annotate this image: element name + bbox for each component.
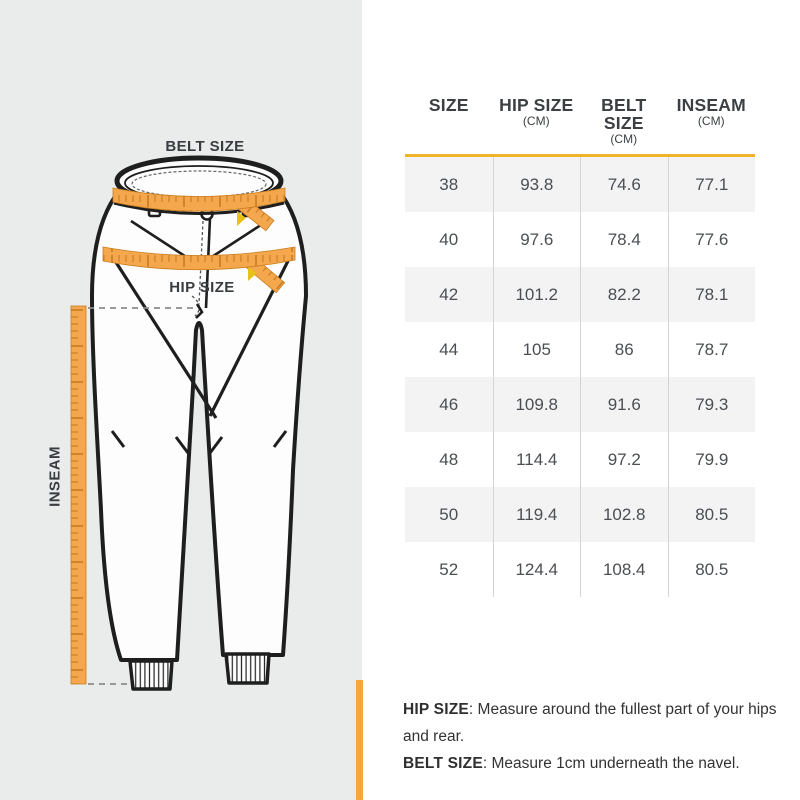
table-cell: 97.2 <box>580 432 668 487</box>
column-header-belt-size: BELT SIZE (CM) <box>601 95 647 146</box>
hip-size-label: HIP SIZE <box>169 279 235 296</box>
table-cell: 91.6 <box>580 377 668 432</box>
table-row <box>405 487 755 542</box>
table-cell: 93.8 <box>493 157 581 212</box>
table-cell: 48 <box>439 449 459 469</box>
note-term: HIP SIZE <box>403 701 469 718</box>
column-header-hip-size: HIP SIZE (CM) <box>499 95 574 128</box>
left-cuff <box>130 661 172 689</box>
table-cell: 44 <box>439 339 459 359</box>
table-cell: 38 <box>439 174 459 194</box>
size-table-header <box>405 96 755 146</box>
table-cell: 108.4 <box>580 542 668 597</box>
table-cell: 119.4 <box>493 487 581 542</box>
inseam-label: INSEAM <box>46 446 64 507</box>
size-table-body <box>405 157 755 597</box>
accent-bar <box>356 680 363 800</box>
table-cell: 102.8 <box>580 487 668 542</box>
table-row <box>405 212 755 267</box>
table-row <box>405 157 755 212</box>
note-line <box>403 750 788 777</box>
note-text: : Measure 1cm underneath the navel. <box>482 755 740 772</box>
table-cell: 82.2 <box>580 267 668 322</box>
table-cell: 40 <box>439 229 459 249</box>
table-cell: 114.4 <box>493 432 581 487</box>
table-cell: 109.8 <box>493 377 581 432</box>
table-cell: 52 <box>439 559 459 579</box>
table-cell: 80.5 <box>668 542 756 597</box>
pants-illustration <box>0 0 362 800</box>
measurement-notes <box>403 696 788 777</box>
table-row <box>405 267 755 322</box>
table-cell: 79.9 <box>668 432 756 487</box>
table-cell: 79.3 <box>668 377 756 432</box>
table-cell: 101.2 <box>493 267 581 322</box>
belt-size-label: BELT SIZE <box>165 138 245 155</box>
table-cell: 50 <box>439 504 459 524</box>
table-cell: 80.5 <box>668 487 756 542</box>
size-table <box>405 96 755 597</box>
inseam-measuring-tape <box>71 306 86 684</box>
table-cell: 78.4 <box>580 212 668 267</box>
size-diagram-panel <box>0 0 362 800</box>
table-row <box>405 377 755 432</box>
table-cell: 42 <box>439 284 459 304</box>
table-cell: 77.6 <box>668 212 756 267</box>
column-header-inseam: INSEAM (CM) <box>676 95 746 128</box>
right-cuff <box>226 654 269 683</box>
table-row <box>405 542 755 597</box>
table-cell: 78.1 <box>668 267 756 322</box>
table-cell: 74.6 <box>580 157 668 212</box>
table-cell: 105 <box>493 322 581 377</box>
note-text: : Measure around the fullest part of your hips and rear. <box>403 701 777 745</box>
table-row <box>405 432 755 487</box>
note-term: BELT SIZE <box>403 755 483 772</box>
table-cell: 124.4 <box>493 542 581 597</box>
table-cell: 78.7 <box>668 322 756 377</box>
table-row <box>405 322 755 377</box>
table-cell: 97.6 <box>493 212 581 267</box>
table-cell: 86 <box>580 322 668 377</box>
table-cell: 46 <box>439 394 459 414</box>
note-line <box>403 696 788 750</box>
table-cell: 77.1 <box>668 157 756 212</box>
column-header-size: SIZE <box>428 95 469 115</box>
